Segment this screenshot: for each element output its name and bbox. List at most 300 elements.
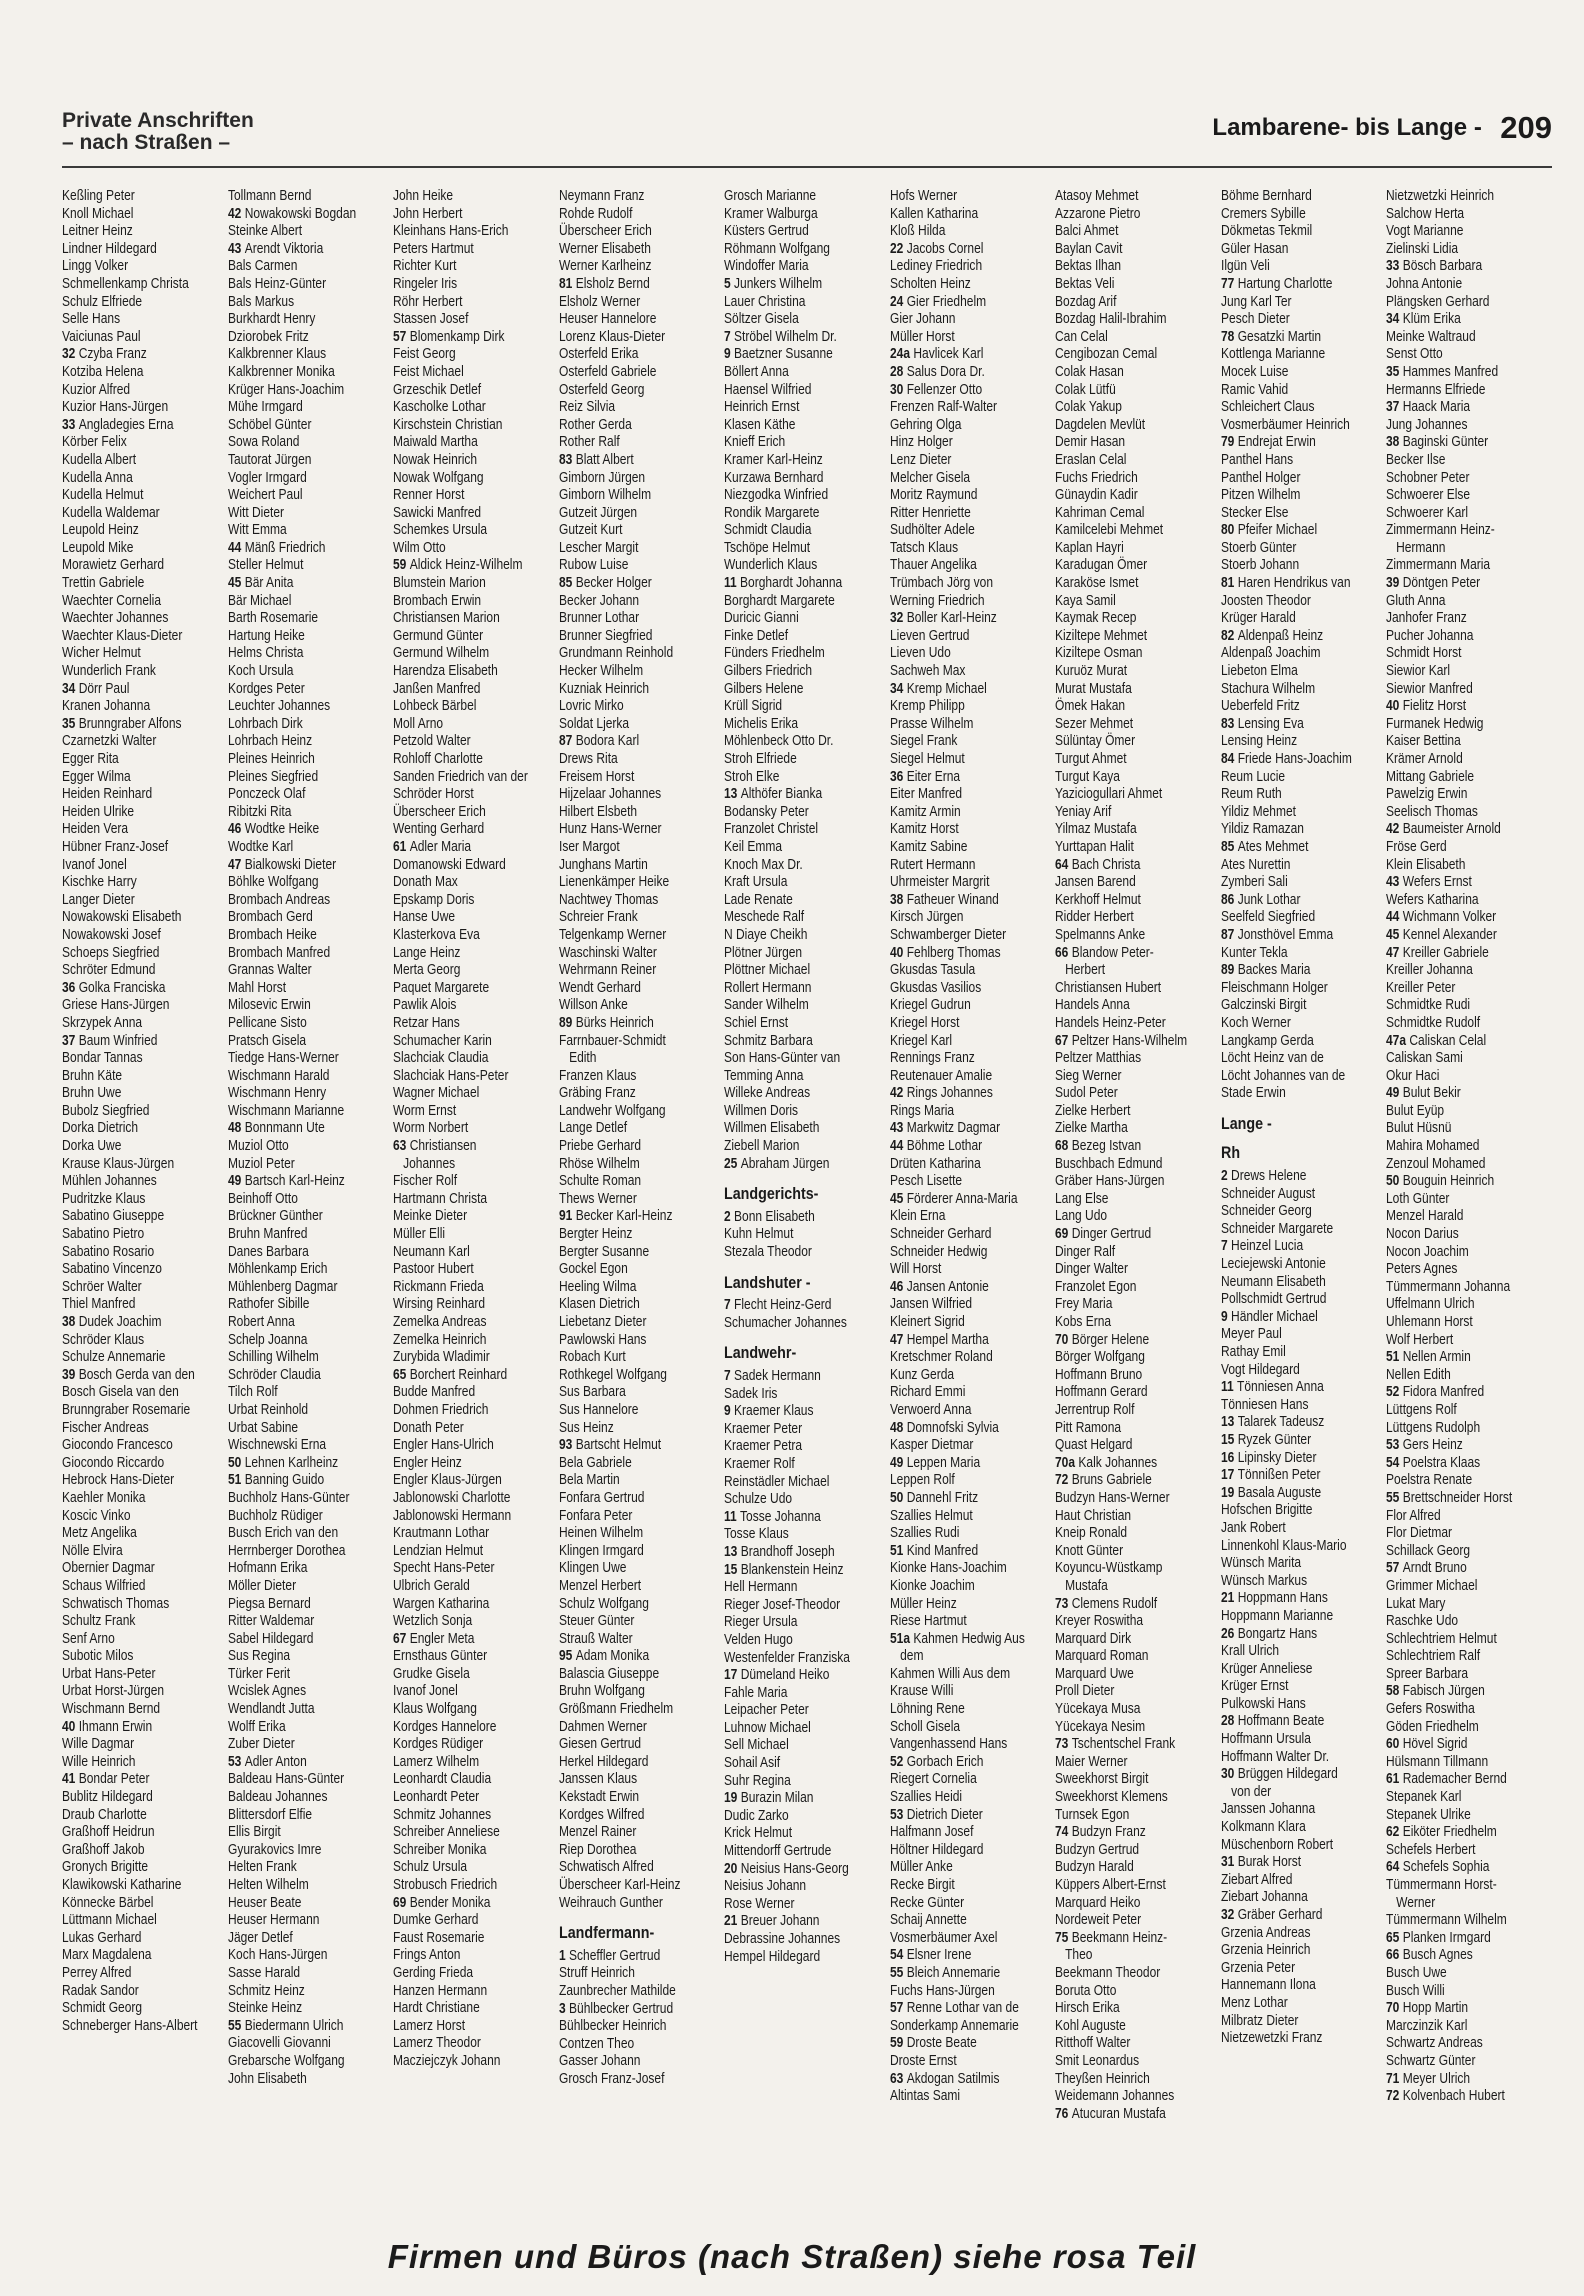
directory-entry: Reiz Silvia — [558, 399, 615, 416]
directory-entry: Herkel Hildegard — [558, 1753, 648, 1770]
directory-entry: Lienenkämper Heike — [558, 874, 669, 891]
house-number: 53 — [227, 1753, 245, 1770]
street-heading: Lange - — [1220, 1113, 1272, 1133]
directory-entry: Schaij Annette — [889, 1912, 967, 1929]
directory-entry: Scholl Gisela — [889, 1718, 960, 1735]
directory-entry: Kordges Wilfred — [558, 1806, 644, 1823]
directory-entry: Nowak Wolfgang — [393, 469, 484, 486]
directory-entry: Lescher Margit — [558, 539, 638, 556]
directory-entry: Ringeler Iris — [393, 275, 458, 292]
house-number: 82 — [1220, 627, 1238, 644]
directory-entry: 63 Christiansen Johannes — [393, 1138, 477, 1172]
directory-entry: Hartung Heike — [227, 627, 305, 644]
directory-entry: Schröder Claudia — [227, 1366, 321, 1383]
directory-entry: Becker Johann — [558, 592, 639, 609]
directory-entry: 25 Abraham Jürgen — [724, 1155, 830, 1172]
directory-entry: Spelmanns Anke — [1055, 926, 1146, 943]
directory-entry: 58 Fabisch Jürgen — [1386, 1683, 1485, 1700]
house-number: 30 — [1220, 1766, 1238, 1783]
house-number: 51 — [227, 1472, 245, 1489]
house-number: 16 — [1220, 1449, 1238, 1466]
directory-entry: Ilgün Veli — [1220, 258, 1270, 275]
house-number: 42 — [227, 205, 245, 222]
directory-entry: Lukat Mary — [1386, 1595, 1446, 1612]
directory-entry: Hunz Hans-Werner — [558, 821, 662, 838]
house-number: 2 — [1220, 1168, 1231, 1185]
directory-entry: Pawlowski Hans — [558, 1331, 646, 1348]
directory-entry: Schwamberger Dieter — [889, 926, 1006, 943]
directory-entry: 83 Lensing Eva — [1220, 715, 1304, 732]
directory-entry: Bergter Susanne — [558, 1243, 649, 1260]
directory-entry: Senst Otto — [1386, 346, 1443, 363]
directory-entry: Schröer Walter — [62, 1278, 142, 1295]
directory-entry: Schröter Edmund — [62, 962, 156, 979]
directory-entry: Giacovelli Giovanni — [227, 2035, 331, 2052]
directory-entry: Frey Maria — [1055, 1296, 1113, 1313]
directory-entry: Nowak Heinrich — [393, 451, 478, 468]
directory-entry: Stade Erwin — [1220, 1085, 1286, 1102]
directory-entry: Lohrbach Heinz — [227, 733, 312, 750]
directory-entry: Schoeps Siegfried — [62, 944, 160, 961]
directory-entry: Janhofer Franz — [1386, 610, 1467, 627]
directory-entry: Bodansky Peter — [724, 803, 809, 820]
directory-entry: Schneider Margarete — [1220, 1220, 1333, 1237]
directory-entry: Feist Michael — [393, 363, 464, 380]
directory-entry: Kretschmer Roland — [889, 1349, 993, 1366]
directory-entry: Azzarone Pietro — [1055, 205, 1141, 222]
directory-entry: Wilm Otto — [393, 539, 446, 556]
directory-entry: Schmitz Heinz — [227, 1982, 305, 1999]
directory-entry: Rollert Hermann — [724, 979, 812, 996]
directory-entry: Menzel Herbert — [558, 1577, 641, 1594]
directory-entry: Budde Manfred — [393, 1384, 476, 1401]
directory-entry: Ramic Vahid — [1220, 381, 1288, 398]
house-number: 34 — [62, 680, 79, 697]
directory-entry: Blittersdorf Elfie — [227, 1806, 312, 1823]
directory-entry: Haut Christian — [1055, 1507, 1132, 1524]
directory-entry: Kramer Walburga — [724, 205, 818, 222]
directory-entry: 45 Kennel Alexander — [1386, 926, 1497, 943]
directory-entry: Vogler Irmgard — [227, 469, 307, 486]
directory-entry: Skrzypek Anna — [62, 1014, 143, 1031]
directory-entry: Größmann Friedhelm — [558, 1701, 673, 1718]
directory-entry: 59 Aldick Heinz-Wilhelm — [393, 557, 523, 574]
directory-entry: Baylan Cavit — [1055, 240, 1123, 257]
directory-entry: 72 Bruns Gabriele — [1055, 1472, 1152, 1489]
directory-entry: Weidemann Johannes — [1055, 2088, 1175, 2105]
directory-entry: 9 Kraemer Klaus — [724, 1403, 814, 1420]
house-number: 31 — [1220, 1854, 1238, 1871]
directory-entry: Flor Dietmar — [1386, 1525, 1453, 1542]
directory-entry: Worm Ernst — [393, 1102, 457, 1119]
page-range-block — [1212, 110, 1552, 146]
directory-entry: Heiden Reinhard — [62, 786, 153, 803]
directory-entry: Szallies Rudi — [889, 1525, 959, 1542]
directory-entry: Selle Hans — [62, 311, 121, 328]
house-number: 67 — [1055, 1032, 1072, 1049]
directory-entry: Osterfeld Georg — [558, 381, 644, 398]
directory-entry: Milosevic Erwin — [227, 997, 311, 1014]
directory-entry: Bektas Ilhan — [1055, 258, 1122, 275]
directory-entry: Uhlemann Horst — [1386, 1314, 1473, 1330]
directory-entry: Busch Uwe — [1386, 1964, 1447, 1981]
directory-entry: Bruhn Manfred — [227, 1226, 307, 1243]
directory-entry: 17 Tönnißen Peter — [1220, 1467, 1320, 1484]
directory-entry: Leuchter Johannes — [227, 698, 330, 715]
directory-entry: Caliskan Sami — [1386, 1050, 1463, 1067]
directory-entry: Wcislek Agnes — [227, 1683, 306, 1700]
house-number: 60 — [1386, 1736, 1403, 1753]
directory-entry: Christiansen Marion — [393, 610, 500, 627]
house-number: 32 — [1220, 1907, 1238, 1923]
directory-entry: Kohl Auguste — [1055, 2017, 1126, 2034]
directory-entry: Flor Alfred — [1386, 1507, 1441, 1524]
directory-entry: Retzar Hans — [393, 1014, 460, 1031]
house-number: 74 — [1055, 1824, 1072, 1841]
directory-entry: Suhr Regina — [724, 1772, 791, 1789]
directory-entry: Stepanek Ulrike — [1386, 1806, 1471, 1823]
directory-entry: Pudritzke Klaus — [62, 1190, 146, 1207]
directory-entry: Borghardt Margarete — [724, 592, 835, 609]
directory-entry: Kramer Karl-Heinz — [724, 451, 823, 468]
directory-entry: Riese Hartmut — [889, 1613, 967, 1630]
directory-entry: Rothkegel Wolfgang — [558, 1366, 667, 1383]
directory-entry: Wischnewski Erna — [227, 1437, 326, 1454]
house-number: 83 — [558, 451, 576, 468]
directory-entry: Gehring Olga — [889, 416, 961, 433]
directory-entry: 42 Rings Johannes — [889, 1085, 993, 1102]
directory-entry: Graßhoff Heidrun — [62, 1824, 155, 1841]
directory-entry: Koscic Vinko — [62, 1507, 131, 1524]
directory-entry: Bela Gabriele — [558, 1454, 632, 1471]
directory-entry: Osterfeld Erika — [558, 346, 638, 363]
directory-entry: Lange Heinz — [393, 944, 461, 961]
directory-entry: Jäger Detlef — [227, 1929, 293, 1946]
directory-entry: Nietzwetzki Heinrich — [1386, 188, 1495, 204]
directory-entry: Marquard Dirk — [1055, 1630, 1132, 1647]
directory-entry: Nocon Darius — [1386, 1226, 1459, 1243]
directory-entry: Gimborn Jürgen — [558, 469, 645, 486]
directory-entry: 34 Klüm Erika — [1386, 311, 1461, 328]
directory-entry: Galczinski Birgit — [1220, 997, 1306, 1014]
directory-entry: Lüttgens Rolf — [1386, 1401, 1457, 1418]
directory-entry: 30 Fellenzer Otto — [889, 381, 982, 398]
directory-entry: 1 Scheffler Gertrud — [558, 1947, 660, 1964]
directory-entry: Marx Magdalena — [62, 1947, 152, 1964]
directory-entry: Turnsek Egon — [1055, 1806, 1130, 1823]
directory-entry: Pleines Siegfried — [227, 768, 318, 785]
directory-entry: Güler Hasan — [1220, 240, 1288, 257]
directory-entry: Mocek Luise — [1220, 363, 1288, 380]
house-number: 33 — [1386, 258, 1403, 275]
directory-entry: Handels Anna — [1055, 997, 1130, 1014]
directory-entry: Wehrmann Reiner — [558, 962, 656, 979]
directory-entry: Pulkowski Hans — [1220, 1695, 1306, 1712]
directory-entry: Krause Klaus-Jürgen — [62, 1155, 175, 1172]
directory-entry: Zielinski Lidia — [1386, 240, 1459, 257]
directory-entry: 71 Meyer Ulrich — [1386, 2070, 1471, 2087]
directory-entry: 69 Bender Monika — [393, 1894, 491, 1911]
house-number: 77 — [1220, 275, 1238, 292]
house-number: 84 — [1220, 751, 1238, 767]
directory-entry: Hebrock Hans-Dieter — [62, 1472, 175, 1489]
directory-entry: Zielke Martha — [1055, 1120, 1128, 1137]
directory-entry: 49 Bartsch Karl-Heinz — [227, 1173, 345, 1190]
house-number: 15 — [1220, 1431, 1238, 1448]
directory-entry: Vogt Hildegard — [1220, 1361, 1300, 1378]
directory-entry: Kraft Ursula — [724, 874, 788, 891]
house-number: 38 — [889, 891, 907, 908]
directory-entry: Rutert Hermann — [889, 856, 975, 873]
directory-entry: Bosch Gisela van den — [62, 1384, 179, 1401]
directory-entry: Herrnberger Dorothea — [227, 1542, 345, 1559]
house-number: 34 — [889, 680, 907, 697]
directory-entry: Leipacher Peter — [724, 1702, 809, 1719]
directory-entry: 51 Nellen Armin — [1386, 1349, 1471, 1366]
directory-entry: Tönniesen Hans — [1220, 1396, 1308, 1413]
directory-entry: Budzyn Gertrud — [1055, 1841, 1140, 1858]
directory-entry: Zenzoul Mohamed — [1386, 1155, 1486, 1172]
directory-entry: Stecker Else — [1220, 504, 1288, 521]
directory-entry: Jansen Barend — [1055, 874, 1136, 891]
directory-entry: Heuser Hannelore — [558, 311, 656, 328]
directory-entry: Beekmann Theodor — [1055, 1964, 1161, 1981]
directory-column — [228, 188, 364, 2088]
house-number: 80 — [1220, 522, 1238, 539]
directory-entry: Reinstädler Michael — [724, 1473, 830, 1490]
directory-entry: 2 Drews Helene — [1220, 1168, 1306, 1185]
section-title — [62, 110, 254, 154]
directory-entry: Plötner Jürgen — [724, 944, 803, 961]
directory-entry: Waechter Johannes — [62, 610, 169, 627]
house-number: 48 — [227, 1120, 245, 1137]
directory-entry: Witt Dieter — [227, 504, 284, 521]
directory-entry: Hartmann Christa — [393, 1190, 488, 1207]
directory-entry: Schwatisch Thomas — [62, 1595, 170, 1612]
house-number: 65 — [393, 1366, 410, 1383]
directory-entry: Plängsken Gerhard — [1386, 293, 1490, 310]
directory-entry: 91 Becker Karl-Heinz — [558, 1208, 672, 1225]
directory-entry: 44 Böhme Lothar — [889, 1138, 982, 1155]
house-number: 66 — [1386, 1947, 1403, 1964]
directory-entry: Rings Maria — [889, 1102, 954, 1119]
directory-entry: 68 Bezeg Istvan — [1055, 1138, 1142, 1155]
directory-entry: Sanden Friedrich van der — [393, 768, 528, 785]
directory-entry: Mahira Mohamed — [1386, 1138, 1480, 1155]
directory-entry: Lüttgens Rudolph — [1386, 1419, 1481, 1436]
directory-entry: Böhlke Wolfgang — [227, 874, 319, 891]
directory-entry: Uffelmann Ulrich — [1386, 1296, 1475, 1313]
directory-entry: Mühlen Johannes — [62, 1173, 157, 1190]
directory-entry: Gkusdas Vasilios — [889, 979, 981, 996]
house-number: 67 — [393, 1630, 410, 1647]
directory-entry: Gasser Johann — [558, 2053, 640, 2070]
directory-entry: Nowakowski Josef — [62, 926, 161, 943]
directory-entry: Macziejczyk Johann — [393, 2052, 501, 2069]
directory-entry: Hanse Uwe — [393, 909, 456, 926]
directory-entry: Griese Hans-Jürgen — [62, 997, 170, 1014]
directory-entry: Pleines Heinrich — [227, 751, 315, 767]
directory-entry: 48 Bonnmann Ute — [227, 1120, 325, 1137]
directory-entry: Wagner Michael — [393, 1085, 480, 1102]
directory-entry: Wendt Gerhard — [558, 979, 641, 996]
house-number: 43 — [889, 1120, 907, 1137]
directory-entry: Kudella Anna — [62, 469, 133, 486]
directory-entry: Bergter Heinz — [558, 1226, 632, 1243]
directory-entry: Dinger Ralf — [1055, 1243, 1116, 1260]
directory-entry: Werner Karlheinz — [558, 258, 652, 275]
directory-entry: 15 Blankenstein Heinz — [724, 1561, 844, 1578]
directory-entry: Tatsch Klaus — [889, 539, 958, 556]
directory-entry: Peters Agnes — [1386, 1261, 1458, 1278]
directory-entry: Sabatino Rosario — [62, 1243, 155, 1260]
directory-entry: Domanowski Edward — [393, 856, 506, 873]
directory-entry: 62 Eiköter Friedhelm — [1386, 1824, 1497, 1841]
directory-entry: Kuhn Helmut — [724, 1226, 794, 1243]
directory-entry: Wille Dagmar — [62, 1736, 135, 1753]
directory-entry: Karadugan Ömer — [1055, 557, 1148, 574]
house-number: 36 — [889, 768, 907, 785]
directory-entry: Kranen Johanna — [62, 698, 151, 715]
directory-entry: 57 Renne Lothar van de — [889, 2000, 1019, 2017]
directory-entry: Urbat Reinhold — [227, 1401, 308, 1418]
directory-entry: Wendlandt Jutta — [227, 1701, 315, 1718]
directory-entry: 65 Borchert Reinhard — [393, 1366, 508, 1383]
directory-entry: Engler Klaus-Jürgen — [393, 1472, 502, 1489]
directory-entry: 45 Förderer Anna-Maria — [889, 1190, 1017, 1207]
directory-entry: 19 Basala Auguste — [1220, 1484, 1321, 1501]
directory-entry: Gockel Egon — [558, 1261, 628, 1278]
directory-entry: Gyurakovics Imre — [227, 1841, 321, 1858]
house-number: 15 — [724, 1561, 741, 1578]
directory-entry: Helten Frank — [227, 1859, 297, 1876]
directory-entry: Muziol Otto — [227, 1138, 289, 1155]
directory-entry: Kahmen Willi Aus dem — [889, 1665, 1010, 1682]
directory-entry: Quast Helgard — [1055, 1437, 1133, 1454]
directory-entry: Strobusch Friedrich — [393, 1877, 498, 1893]
house-number: 73 — [1055, 1736, 1072, 1753]
directory-entry: 47 Hempel Martha — [889, 1331, 989, 1348]
house-number: 19 — [724, 1790, 741, 1807]
house-number: 36 — [62, 979, 79, 996]
directory-entry: Sabatino Vincenzo — [62, 1261, 162, 1278]
house-number: 28 — [1220, 1713, 1238, 1730]
directory-entry: Bulut Hüsnü — [1386, 1120, 1452, 1137]
directory-entry: Wolf Herbert — [1386, 1331, 1454, 1348]
directory-entry: Sus Barbara — [558, 1384, 626, 1401]
directory-entry: Waschinski Walter — [558, 944, 657, 961]
directory-entry: 67 Peltzer Hans-Wilhelm — [1055, 1032, 1188, 1049]
directory-entry: Krause Willi — [889, 1683, 953, 1700]
directory-entry: Schemkes Ursula — [393, 522, 488, 539]
directory-entry: Boruta Otto — [1055, 1982, 1117, 1999]
directory-entry: Wetzlich Sonja — [393, 1613, 473, 1630]
directory-entry: Donath Peter — [393, 1419, 464, 1436]
directory-entry: Ribitzki Rita — [227, 803, 291, 820]
directory-entry: Wargen Katharina — [393, 1595, 490, 1612]
directory-entry: Kriegel Gudrun — [889, 997, 971, 1014]
directory-entry: Eiter Manfred — [889, 786, 962, 803]
directory-entry: Salchow Herta — [1386, 205, 1465, 222]
directory-entry: 86 Junk Lothar — [1220, 891, 1300, 908]
directory-entry: Budzyn Harald — [1055, 1859, 1134, 1876]
directory-entry: Kordges Hannelore — [393, 1718, 497, 1735]
directory-entry: 40 Fielitz Horst — [1386, 698, 1467, 715]
directory-entry: Bozdag Arif — [1055, 293, 1117, 310]
directory-entry: Krüger Hans-Joachim — [227, 381, 344, 398]
directory-entry: Grundmann Reinhold — [558, 645, 673, 662]
street-heading: Landgerichts- — [724, 1184, 819, 1204]
house-number: 53 — [889, 1806, 907, 1823]
directory-entry: Schumacher Johannes — [724, 1314, 847, 1331]
directory-entry: Tautorat Jürgen — [227, 451, 311, 468]
directory-entry: 65 Planken Irmgard — [1386, 1929, 1491, 1946]
directory-entry: Kamilcelebi Mehmet — [1055, 522, 1164, 539]
directory-entry: Hermanns Elfriede — [1386, 381, 1486, 398]
directory-entry: Schulz Ursula — [393, 1859, 468, 1876]
directory-entry: 34 Dörr Paul — [62, 680, 130, 697]
directory-entry: Dziorobek Fritz — [227, 328, 309, 345]
directory-entry: Rickmann Frieda — [393, 1278, 484, 1295]
house-number: 59 — [889, 2035, 907, 2052]
directory-entry: 50 Lehnen Karlheinz — [227, 1454, 338, 1471]
directory-entry: Neumann Karl — [393, 1243, 470, 1260]
directory-entry: 63 Akdogan Satilmis — [889, 2070, 999, 2087]
directory-entry: Struff Heinrich — [558, 1965, 635, 1982]
directory-entry: 28 Hoffmann Beate — [1220, 1713, 1324, 1730]
directory-entry: 39 Bosch Gerda van den — [62, 1366, 195, 1383]
house-number: 49 — [889, 1454, 907, 1471]
directory-entry: Ivanof Jonel — [393, 1683, 458, 1700]
directory-entry: 48 Domnofski Sylvia — [889, 1419, 999, 1436]
directory-entry: Buschbach Edmund — [1055, 1155, 1163, 1172]
house-number: 38 — [62, 1314, 79, 1330]
directory-entry: Kamitz Horst — [889, 821, 959, 838]
directory-entry: Linnenkohl Klaus-Mario — [1220, 1537, 1347, 1554]
directory-entry: Lüttmann Michael — [62, 1912, 157, 1929]
directory-entry: Trümbach Jörg von — [889, 575, 993, 592]
house-number: 43 — [1386, 874, 1403, 891]
directory-entry: Bruhn Käte — [62, 1067, 123, 1084]
directory-entry: Krämer Arnold — [1386, 751, 1463, 767]
directory-entry: Jung Karl Ter — [1220, 293, 1292, 310]
house-number: 51 — [1386, 1349, 1403, 1366]
house-number: 52 — [1386, 1384, 1403, 1401]
directory-entry: Dudic Zarko — [724, 1807, 789, 1824]
directory-entry: Pitt Ramona — [1055, 1419, 1122, 1436]
house-number: 69 — [1055, 1226, 1072, 1243]
directory-entry: 16 Lipinsky Dieter — [1220, 1449, 1316, 1466]
directory-entry: Schlechtriem Helmut — [1386, 1630, 1497, 1647]
directory-entry: Finke Detlef — [724, 627, 789, 644]
directory-entry: Lohbeck Bärbel — [393, 698, 477, 715]
house-number: 78 — [1220, 328, 1238, 345]
house-number: 51 — [889, 1542, 907, 1559]
directory-entry: Perrey Alfred — [62, 1964, 132, 1981]
directory-entry: Wolff Erika — [227, 1718, 286, 1735]
directory-entry: 33 Bösch Barbara — [1386, 258, 1483, 275]
house-number: 89 — [1220, 962, 1238, 979]
directory-entry: Morawietz Gerhard — [62, 557, 165, 574]
directory-entry: Bublitz Hildegard — [62, 1789, 153, 1806]
directory-entry: 70 Börger Helene — [1055, 1331, 1150, 1348]
directory-entry: Ernsthaus Günter — [393, 1648, 488, 1665]
page-header — [62, 108, 1552, 168]
directory-entry: Senf Arno — [62, 1630, 115, 1647]
directory-entry: 81 Haren Hendrikus van — [1220, 575, 1351, 592]
directory-entry: 44 Mänß Friedrich — [227, 539, 325, 556]
directory-entry: Nietzewetzki Franz — [1220, 2030, 1322, 2047]
